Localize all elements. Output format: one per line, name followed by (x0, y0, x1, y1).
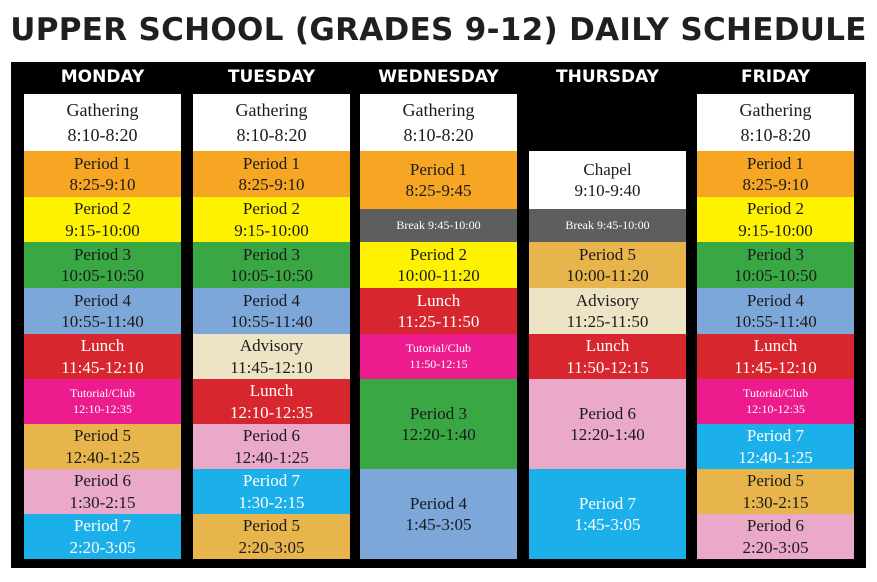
block-time: 11:45-12:10 (61, 357, 144, 377)
block-time: 2:20-3:05 (238, 537, 305, 557)
block-time: 10:05-10:50 (733, 266, 818, 285)
block-time: 9:15-10:00 (65, 220, 140, 240)
block-label: Period 7 (578, 493, 637, 513)
schedule-block (697, 334, 854, 379)
schedule-block (24, 514, 181, 559)
block-time: 8:25-9:10 (742, 175, 809, 194)
block-label: Period 1 (242, 153, 301, 173)
schedule-block (697, 94, 854, 151)
block-label: Period 6 (242, 426, 301, 446)
block-time: 1:45-3:05 (574, 515, 641, 534)
schedule-block (193, 379, 350, 424)
block-time: 8:10-8:20 (740, 124, 811, 145)
block-label: Chapel (583, 159, 632, 179)
schedule-block (24, 151, 181, 197)
schedule-block (24, 424, 181, 469)
schedule-block (529, 151, 686, 209)
schedule-block (529, 209, 686, 242)
block-time: 10:55-11:40 (734, 312, 817, 331)
schedule-block (697, 197, 854, 242)
block-time: 12:10-12:35 (746, 401, 805, 416)
block-label: Period 4 (409, 493, 468, 513)
block-label: Period 4 (746, 290, 805, 310)
schedule-block (24, 242, 181, 288)
schedule-block (697, 514, 854, 559)
schedule-block (193, 151, 350, 197)
schedule-block (193, 94, 350, 151)
schedule-block (697, 424, 854, 469)
schedule-block (360, 94, 517, 151)
block-time: 11:50-12:15 (409, 356, 468, 371)
block-time: 10:55-11:40 (230, 312, 313, 331)
schedule-block (193, 288, 350, 334)
schedule-block (24, 469, 181, 514)
schedule-block (193, 514, 350, 559)
block-time: 8:25-9:10 (69, 175, 136, 194)
block-label: Period 6 (578, 403, 637, 423)
block-label: Period 6 (746, 516, 805, 536)
block-label: Lunch (585, 336, 630, 356)
schedule-block (193, 424, 350, 469)
schedule-block (697, 288, 854, 334)
schedule-block (529, 334, 686, 379)
schedule-block (529, 469, 686, 559)
block-time: 12:10-12:35 (229, 402, 314, 422)
schedule-block (24, 94, 181, 151)
block-time: 9:15-10:00 (738, 220, 813, 240)
block-time: 11:25-11:50 (566, 312, 649, 331)
schedule-block (697, 379, 854, 424)
schedule-block (360, 379, 517, 469)
block-time: 12:20-1:40 (570, 425, 645, 444)
schedule-block (193, 469, 350, 514)
block-time: 12:40-1:25 (738, 447, 813, 467)
day-header-friday: FRIDAY (741, 67, 810, 87)
block-label: Period 1 (73, 153, 132, 173)
block-label: Period 3 (409, 403, 468, 423)
schedule-block (360, 151, 517, 209)
schedule-block (193, 334, 350, 379)
block-time: 12:20-1:40 (401, 425, 476, 444)
block-time: 10:55-11:40 (61, 312, 144, 331)
schedule-block (24, 288, 181, 334)
block-time: 8:10-8:20 (67, 124, 138, 145)
schedule-block (529, 242, 686, 288)
day-header-thursday: THURSDAY (556, 67, 659, 87)
block-time: 12:40-1:25 (234, 447, 309, 467)
block-label: Break 9:45-10:00 (565, 217, 650, 232)
block-label: Period 2 (409, 244, 468, 264)
block-label: Period 7 (242, 471, 301, 491)
schedule-block (24, 197, 181, 242)
schedule-block (360, 334, 517, 379)
block-time: 8:25-9:10 (238, 175, 305, 194)
schedule-block (193, 242, 350, 288)
block-label: Advisory (239, 336, 304, 356)
schedule-block (24, 379, 181, 424)
block-time: 1:30-2:15 (69, 492, 136, 512)
block-label: Period 5 (73, 426, 132, 446)
schedule-block (360, 469, 517, 559)
block-time: 11:50-12:15 (566, 357, 649, 377)
block-time: 1:30-2:15 (238, 492, 305, 512)
block-label: Tutorial/Club (743, 385, 808, 400)
schedule-block (193, 197, 350, 242)
block-label: Period 5 (578, 244, 637, 264)
day-header-tuesday: TUESDAY (227, 67, 316, 87)
block-label: Tutorial/Club (406, 340, 471, 355)
block-time: 1:30-2:15 (742, 492, 809, 512)
block-time: 8:10-8:20 (403, 124, 474, 145)
block-time: 11:25-11:50 (397, 312, 480, 331)
schedule-block (360, 288, 517, 334)
block-label: Period 2 (746, 199, 805, 219)
block-label: Period 3 (242, 244, 301, 264)
block-time: 1:45-3:05 (405, 515, 472, 534)
block-time: 10:00-11:20 (397, 266, 480, 285)
block-label: Period 2 (242, 199, 301, 219)
schedule-block (697, 242, 854, 288)
block-label: Period 7 (73, 516, 132, 536)
block-time: 10:00-11:20 (566, 266, 649, 285)
block-label: Tutorial/Club (70, 385, 135, 400)
block-time: 8:25-9:45 (405, 181, 472, 200)
block-time: 10:05-10:50 (60, 266, 145, 285)
block-label: Break 9:45-10:00 (396, 217, 481, 232)
schedule-block (24, 334, 181, 379)
schedule-block (697, 151, 854, 197)
block-time: 12:10-12:35 (73, 401, 132, 416)
block-label: Period 5 (746, 471, 805, 491)
block-time: 11:45-12:10 (734, 357, 817, 377)
block-time: 2:20-3:05 (742, 537, 809, 557)
schedule-block (360, 209, 517, 242)
page-title: UPPER SCHOOL (GRADES 9-12) DAILY SCHEDULE (10, 12, 867, 48)
block-label: Lunch (753, 336, 798, 356)
block-label: Period 2 (73, 199, 132, 219)
block-label: Period 4 (73, 290, 132, 310)
block-label: Period 7 (746, 426, 805, 446)
block-label: Period 4 (242, 290, 301, 310)
day-header-monday: MONDAY (60, 67, 145, 87)
block-label: Gathering (235, 100, 308, 121)
block-time: 12:40-1:25 (65, 447, 140, 467)
block-label: Advisory (575, 290, 640, 310)
block-time: 9:15-10:00 (234, 220, 309, 240)
block-label: Period 5 (242, 516, 301, 536)
schedule-block (360, 242, 517, 288)
schedule-block (697, 469, 854, 514)
block-label: Lunch (249, 381, 294, 401)
block-label: Lunch (416, 290, 461, 310)
block-time: 9:10-9:40 (574, 181, 641, 200)
block-label: Period 1 (746, 153, 805, 173)
block-label: Gathering (402, 100, 475, 121)
block-label: Gathering (66, 100, 139, 121)
block-label: Gathering (739, 100, 812, 121)
block-time: 10:05-10:50 (229, 266, 314, 285)
block-label: Period 3 (73, 244, 132, 264)
day-header-wednesday: WEDNESDAY (378, 67, 499, 87)
block-label: Period 1 (409, 159, 468, 179)
block-label: Period 6 (73, 471, 132, 491)
block-time: 2:20-3:05 (69, 537, 136, 557)
block-label: Lunch (80, 336, 125, 356)
schedule-block (529, 379, 686, 469)
block-label: Period 3 (746, 244, 805, 264)
schedule-block (529, 288, 686, 334)
block-time: 11:45-12:10 (230, 357, 313, 377)
block-time: 8:10-8:20 (236, 124, 307, 145)
